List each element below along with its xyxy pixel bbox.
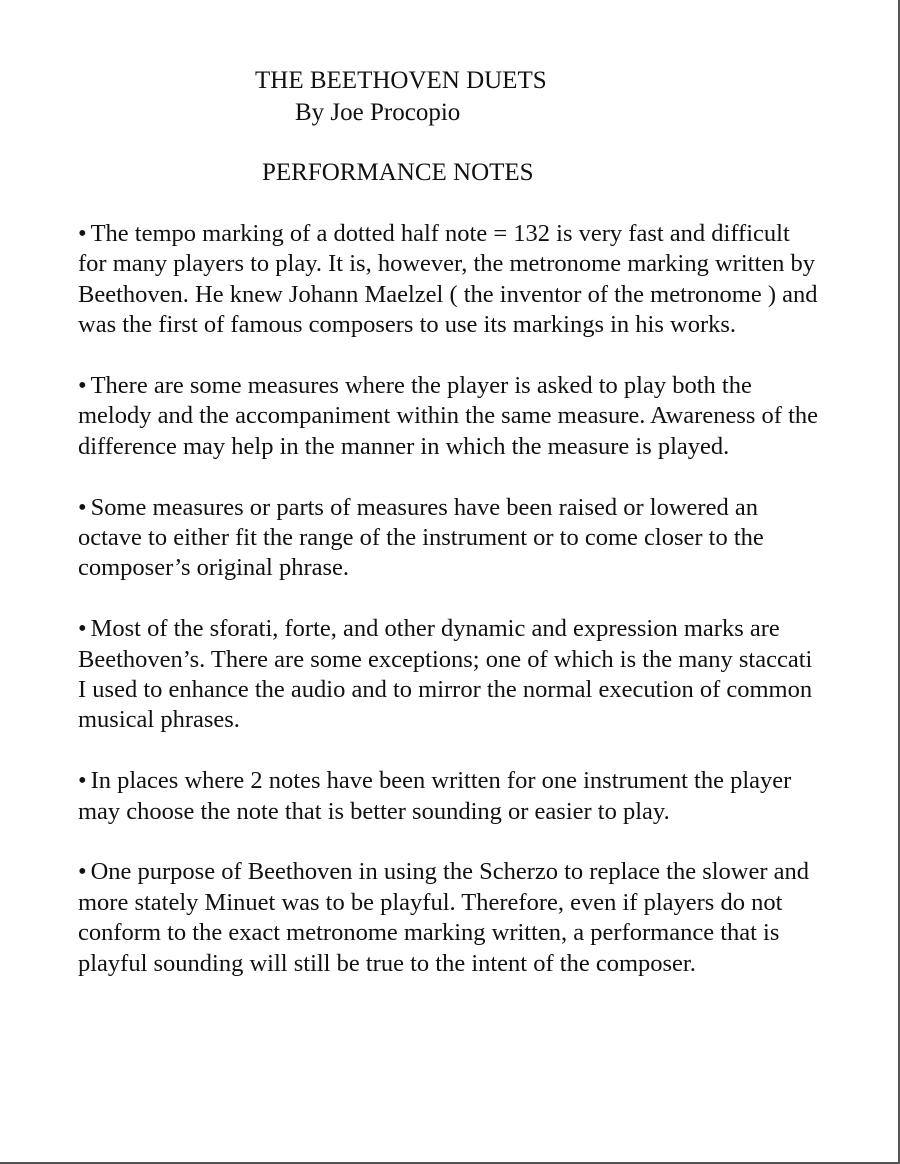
- performance-notes-list: [78, 219, 823, 979]
- note-text: In places where 2 notes have been written for one instrument the player may choose the note that is better sounding or easier to play.: [78, 767, 792, 825]
- note-item: [78, 219, 823, 341]
- bullet-icon: •: [78, 220, 87, 247]
- bullet-icon: •: [78, 767, 87, 795]
- bullet-icon: •: [78, 372, 87, 400]
- note-item: [78, 371, 823, 462]
- note-item: [78, 857, 823, 979]
- document-title: THE BEETHOVEN DUETS: [255, 67, 547, 94]
- note-item: [78, 493, 823, 584]
- section-heading: PERFORMANCE NOTES: [262, 159, 534, 186]
- document-author: By Joe Procopio: [295, 99, 461, 126]
- note-text: Some measures or parts of measures have been raised or lowered an octave to either fit the range of the instrument or to come closer to the composer’s original phrase.: [78, 493, 764, 582]
- bullet-icon: •: [78, 493, 87, 521]
- bullet-icon: •: [78, 615, 87, 643]
- note-text: The tempo marking of a dotted half note = 132 is very fast and difficult for many players to play. It is, however, the metronome marking written by Beethoven. He knew Johann Maelzel ( the inventor of the metronome ) and was the first of famous composers to use its markings in his works.: [78, 220, 818, 339]
- note-text: There are some measures where the player is asked to play both the melody and the accompaniment within the same measure. Awareness of the difference may help in the manner in which the measure is played.: [78, 372, 819, 460]
- note-item: [78, 614, 823, 736]
- bullet-icon: •: [78, 858, 87, 886]
- note-text: One purpose of Beethoven in using the Scherzo to replace the slower and more stately Minuet was to be playful. Therefore, even if players do not conform to the exact metronome marking written, a performance that is playful sounding will still be true to the intent of the composer.: [78, 858, 810, 977]
- note-item: [78, 766, 823, 827]
- note-text: Most of the sforati, forte, and other dynamic and expression marks are Beethoven’s. There are some exceptions; one of which is the many staccati I used to enhance the audio and to mirror the normal execution of common musical phrases.: [78, 615, 813, 734]
